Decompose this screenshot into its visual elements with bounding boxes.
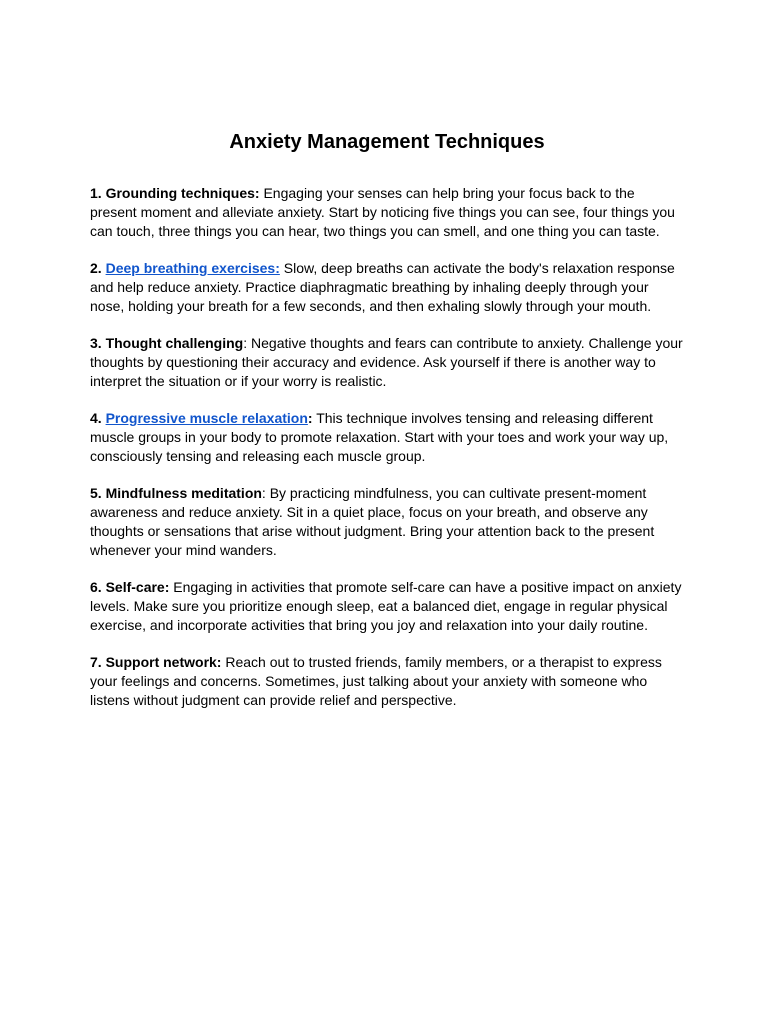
item-term: Self-care: xyxy=(105,579,170,595)
item-body: Engaging your senses can help bring your focus back to the present moment and alleviate anxiety. Start by noticing five things you can see, four things you can touch, three things you can hear, two things you can smell, and one thing you can taste. xyxy=(90,185,675,239)
item-body: : By practicing mindfulness, you can cultivate present-moment awareness and reduce anxiety. Sit in a quiet place, focus on your breath, and observe any thoughts or sensations that arise without judgment. Bring your attention back to the present whenever your mind wanders. xyxy=(90,485,655,558)
list-item-progressive-relaxation xyxy=(90,409,684,466)
list-item-self-care xyxy=(90,578,684,635)
item-number: 7. xyxy=(90,654,102,670)
item-number: 3. xyxy=(90,335,102,351)
list-item-support-network xyxy=(90,653,684,710)
item-body: Slow, deep breaths can activate the body's relaxation response and help reduce anxiety. Practice diaphragmatic breathing by inhaling deeply through your nose, holding your breath for a few seconds, and then exhaling slowly through your mouth. xyxy=(90,260,675,314)
document-title: Anxiety Management Techniques xyxy=(229,131,545,153)
item-term: Mindfulness meditation xyxy=(105,485,262,501)
list-item-thought-challenging xyxy=(90,334,684,391)
item-body: This technique involves tensing and releasing different muscle groups in your body to promote relaxation. Start with your toes and work your way up, consciously tensing and releasing each muscle group. xyxy=(90,410,669,464)
item-body: Reach out to trusted friends, family members, or a therapist to express your feelings and concerns. Sometimes, just talking about your anxiety with someone who listens without judgment can provide relief and perspective. xyxy=(90,654,662,708)
item-body: Engaging in activities that promote self-care can have a positive impact on anxiety levels. Make sure you prioritize enough sleep, eat a balanced diet, engage in regular physical exercise, and incorporate activities that bring you joy and relaxation into your daily routine. xyxy=(90,579,682,633)
item-number: 4. xyxy=(90,410,102,426)
list-item-deep-breathing xyxy=(90,259,684,316)
item-body: : Negative thoughts and fears can contribute to anxiety. Challenge your thoughts by questioning their accuracy and evidence. Ask yourself if there is another way to interpret the situation or if your worry is realistic. xyxy=(90,335,683,389)
list-item-mindfulness xyxy=(90,484,684,560)
item-term: Support network: xyxy=(105,654,222,670)
progressive-muscle-relaxation-link[interactable]: Progressive muscle relaxation xyxy=(105,410,308,426)
document-page xyxy=(90,128,684,728)
item-number: 6. xyxy=(90,579,102,595)
item-term: Grounding techniques: xyxy=(105,185,260,201)
item-number: 2. xyxy=(90,260,102,276)
deep-breathing-link[interactable]: Deep breathing exercises: xyxy=(105,260,280,276)
item-number: 1. xyxy=(90,185,102,201)
item-number: 5. xyxy=(90,485,102,501)
list-item-grounding xyxy=(90,184,684,241)
item-term-suffix: : xyxy=(307,410,313,426)
item-term: Thought challenging xyxy=(105,335,244,351)
